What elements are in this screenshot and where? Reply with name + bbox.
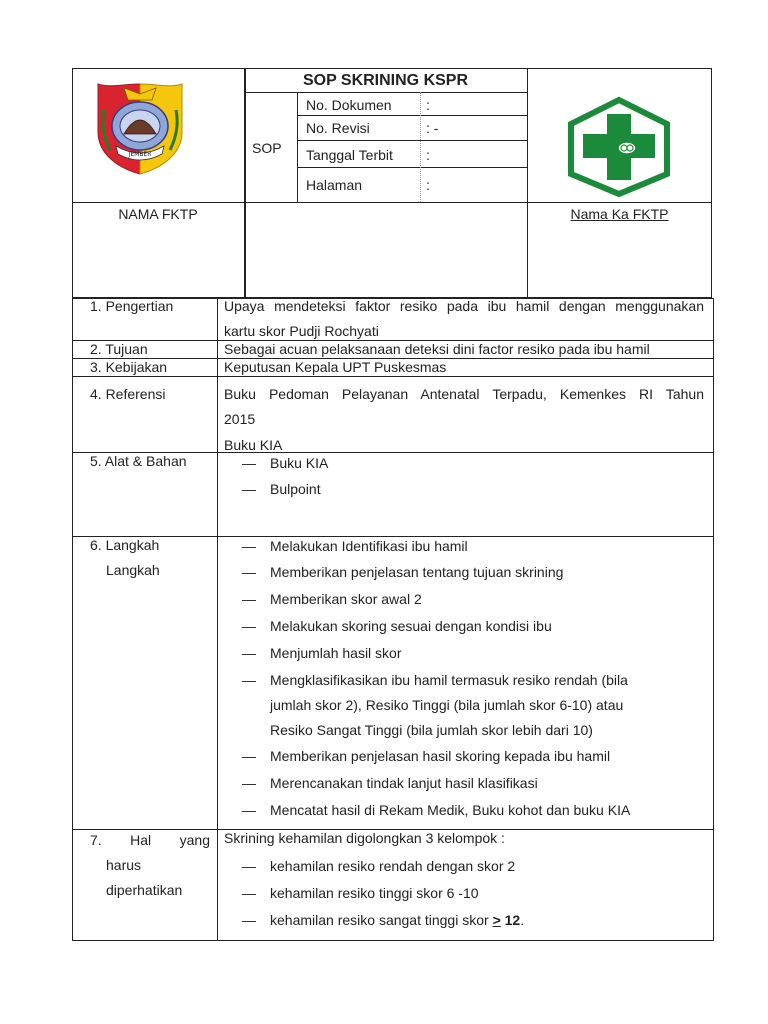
referensi-line-1: Buku Pedoman Pelayanan Antenatal Terpadu, Kemenkes RI Tahun [224, 386, 704, 402]
field-label-no-revisi: No. Revisi [306, 120, 370, 136]
puskesmas-logo [565, 96, 673, 198]
hal-item-resiko-tinggi: — kehamilan resiko tinggi skor 6 -10 [270, 884, 479, 902]
langkah-item-4: — Melakukan skoring sesuai dengan kondisi ibu [270, 617, 552, 635]
section-label-pengertian: 1. Pengertian [90, 298, 174, 314]
tujuan-text: Sebagai acuan pelaksanaan deteksi dini factor resiko pada ibu hamil [224, 341, 650, 357]
section-label-hal-yang-1: 7. Hal yang [90, 832, 210, 848]
section-label-hal-yang-3: diperhatikan [106, 882, 183, 898]
field-label-halaman: Halaman [306, 177, 363, 193]
referensi-line-2: 2015 [224, 411, 256, 427]
section-label-referensi: 4. Referensi [90, 386, 166, 402]
section-label-hal-yang-2: harus [106, 857, 142, 873]
field-value-halaman: : [426, 177, 430, 193]
hal-item-resiko-rendah: — kehamilan resiko rendah dengan skor 2 [270, 857, 515, 875]
langkah-item-6-line-2: jumlah skor 2), Resiko Tinggi (bila jumlah skor 6-10) atau [270, 697, 624, 713]
pengertian-line-1: Upaya mendeteksi faktor resiko pada ibu hamil dengan menggunakan [224, 298, 704, 314]
hal-item-prefix: kehamilan resiko sangat tinggi skor [270, 912, 493, 928]
langkah-item-3: — Memberikan skor awal 2 [270, 590, 422, 608]
logo-text: JEMBER [128, 151, 152, 158]
section-label-langkah-1: 6. Langkah [90, 537, 160, 553]
document-title: SOP SKRINING KSPR [302, 72, 469, 89]
alat-item-buku-kia: — Buku KIA [270, 454, 328, 472]
greater-equal-symbol: > [492, 912, 501, 928]
section-label-kebijakan: 3. Kebijakan [90, 359, 168, 375]
langkah-item-7: — Memberikan penjelasan hasil skoring kepada ibu hamil [270, 747, 610, 765]
nama-ka-fktp-label: Nama Ka FKTP [570, 206, 669, 222]
langkah-item-5: — Menjumlah hasil skor [270, 644, 402, 662]
jember-regency-logo [94, 80, 186, 178]
hal-item-resiko-sangat-tinggi [270, 911, 524, 929]
field-value-no-dokumen: : [426, 97, 430, 113]
hal-item-score: 12 [504, 912, 521, 928]
section-label-tujuan: 2. Tujuan [90, 341, 148, 357]
langkah-item-2: — Memberikan penjelasan tentang tujuan skrining [270, 563, 563, 581]
field-label-no-dokumen: No. Dokumen [306, 97, 392, 113]
langkah-item-9: — Mencatat hasil di Rekam Medik, Buku kohot dan buku KIA [270, 801, 630, 819]
field-value-tanggal-terbit: : [426, 147, 430, 163]
section-label-alat-bahan: 5. Alat & Bahan [90, 453, 187, 469]
langkah-item-1: — Melakukan Identifikasi ibu hamil [270, 537, 468, 555]
kebijakan-text: Keputusan Kepala UPT Puskesmas [224, 359, 447, 375]
section-label-langkah-2: Langkah [106, 562, 160, 578]
langkah-item-6-line-3: Resiko Sangat Tinggi (bila jumlah skor lebih dari 10) [270, 722, 593, 738]
langkah-item-6-line-1: — Mengklasifikasikan ibu hamil termasuk resiko rendah (bila [270, 671, 628, 689]
pengertian-line-2: kartu skor Pudji Rochyati [224, 323, 379, 339]
langkah-item-8: — Merencanakan tindak lanjut hasil klasifikasi [270, 774, 538, 792]
field-label-tanggal-terbit: Tanggal Terbit [306, 147, 393, 163]
referensi-line-3: Buku KIA [224, 437, 283, 453]
nama-fktp-label: NAMA FKTP [118, 206, 198, 222]
hal-intro: Skrining kehamilan digolongkan 3 kelompok : [224, 830, 505, 846]
field-value-no-revisi: : - [426, 120, 439, 136]
sop-label: SOP [252, 140, 282, 156]
hal-item-suffix: . [520, 912, 525, 928]
alat-item-bulpoint: — Bulpoint [270, 480, 321, 498]
